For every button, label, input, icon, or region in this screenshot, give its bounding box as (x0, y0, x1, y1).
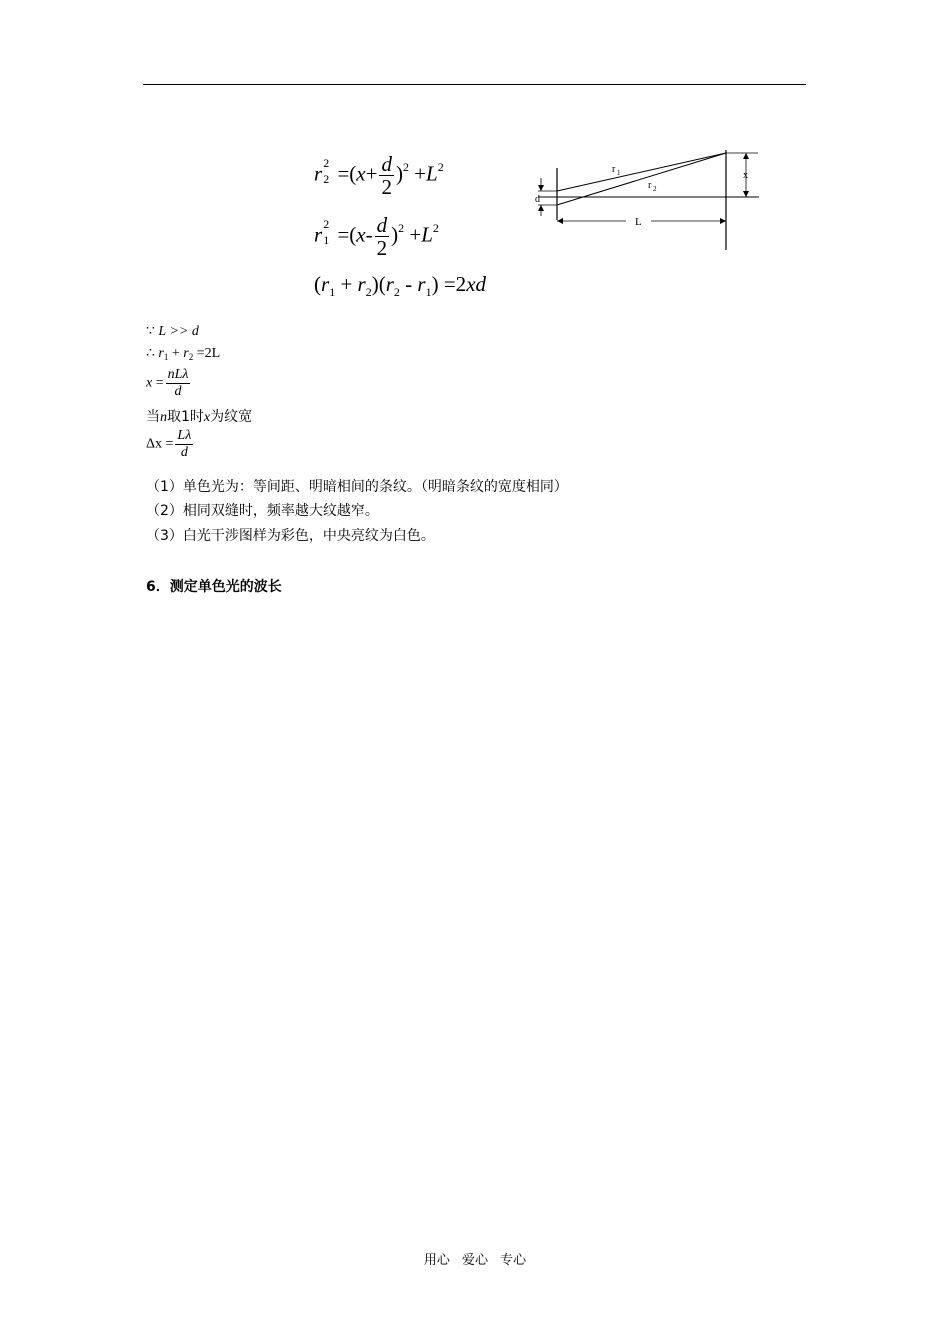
double-slit-diagram (526, 148, 766, 258)
label-r1-sub: 1 (617, 169, 621, 177)
label-r2: r (648, 180, 652, 191)
label-r1: r (612, 164, 616, 175)
label-L: L (635, 216, 642, 228)
equation-r2-squared: r 2 2 =(x+ $\frac{d}{2}$ )$^2 +L^2$ (314, 152, 444, 199)
point-2: （2）相同双缝时，频率越大纹越窄。 (146, 503, 379, 519)
label-r2-sub: 2 (653, 185, 657, 193)
equation-r1-squared: r 2 1 =(x- $\frac{d}{2}$ )$^2 +L^2$ (314, 213, 439, 260)
x-formula: x = $\frac{\text{nLλ}}{d}$ (146, 367, 189, 399)
because-line: ∵ L >> d (146, 324, 199, 339)
header-rule (143, 84, 806, 85)
section-heading: 6．测定单色光的波长 (146, 579, 282, 595)
delta-x-formula: Δx = $\frac{L\lambda}{d}$ (146, 428, 192, 460)
point-3: （3）白光干涉图样为彩色，中央亮纹为白色。 (146, 528, 435, 544)
therefore-line: ∴ $r_1 + r_2 =2L$ (146, 346, 221, 362)
label-x: x (743, 170, 748, 181)
equation-product: $(r_1 + r_2)(r_2 - r_1) =2xd$ (314, 272, 487, 299)
fringe-width-note: 当n取1时x为纹宽 (146, 409, 253, 425)
page-footer: 用心 爱心 专心 (423, 1253, 527, 1268)
label-d: d (535, 194, 540, 205)
point-1: （1）单色光为：等间距、明暗相间的条纹。（明暗条纹的宽度相同） (146, 479, 568, 495)
